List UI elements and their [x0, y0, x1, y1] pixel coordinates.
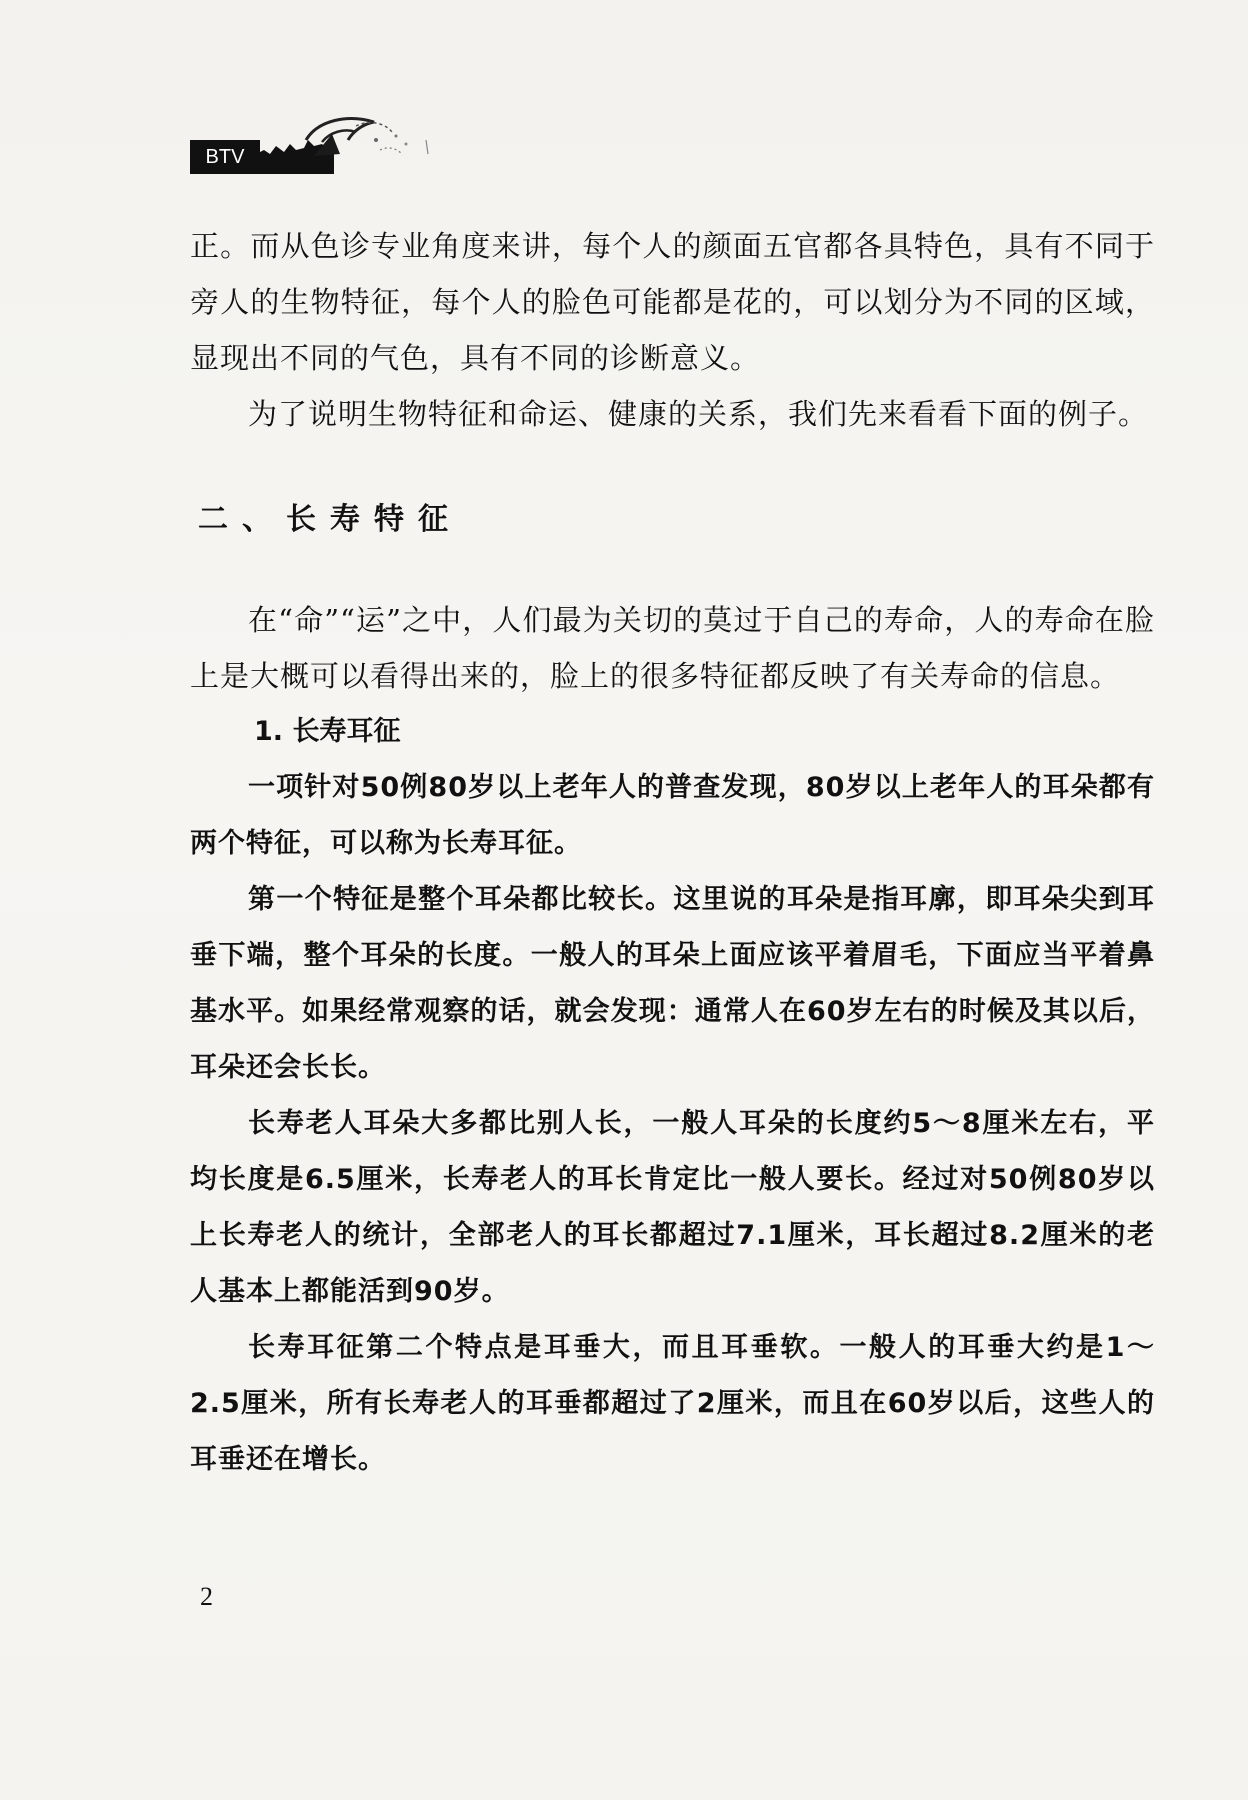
paragraph-7: 长寿耳征第二个特点是耳垂大，而且耳垂软。一般人的耳垂大约是1～2.5厘米，所有长寿老人的耳垂都超过了2厘米，而且在60岁以后，这些人的耳垂还在增长。: [190, 1332, 1155, 1475]
paragraph-4: 一项针对50例80岁以上老年人的普查发现，80岁以上老年人的耳朵都有两个特征，可以称为长寿耳征。: [190, 772, 1155, 859]
paragraph-3: 在“命”“运”之中，人们最为关切的莫过于自己的寿命，人的寿命在脸上是大概可以看得出来的，脸上的很多特征都反映了有关寿命的信息。: [190, 603, 1155, 693]
logo-illustration-icon: [256, 110, 436, 180]
paragraph-5: 第一个特征是整个耳朵都比较长。这里说的耳朵是指耳廓，即耳朵尖到耳垂下端，整个耳朵的长度。一般人的耳朵上面应该平着眉毛，下面应当平着鼻基水平。如果经常观察的话，就会发现：通常人在60岁左右的时候及其以后，耳朵还会长长。: [190, 884, 1155, 1083]
page-number: 2: [200, 1582, 213, 1611]
section-heading: 二、长寿特征: [198, 502, 462, 537]
header-logo: [190, 110, 430, 180]
btv-logo-box: BTV: [190, 140, 260, 174]
subsection-heading: 1. 长寿耳征: [254, 716, 401, 747]
paragraph-2: 为了说明生物特征和命运、健康的关系，我们先来看看下面的例子。: [248, 397, 1149, 431]
paragraph-1: 正。而从色诊专业角度来讲，每个人的颜面五官都各具特色，具有不同于旁人的生物特征，每个人的脸色可能都是花的，可以划分为不同的区域，显现出不同的气色，具有不同的诊断意义。: [190, 229, 1155, 375]
page-content: [190, 218, 1155, 1488]
paragraph-6: 长寿老人耳朵大多都比别人长，一般人耳朵的长度约5～8厘米左右，平均长度是6.5厘米，长寿老人的耳长肯定比一般人要长。经过对50例80岁以上长寿老人的统计，全部老人的耳长都超过7.1厘米，耳长超过8.2厘米的老人基本上都能活到90岁。: [190, 1108, 1155, 1307]
